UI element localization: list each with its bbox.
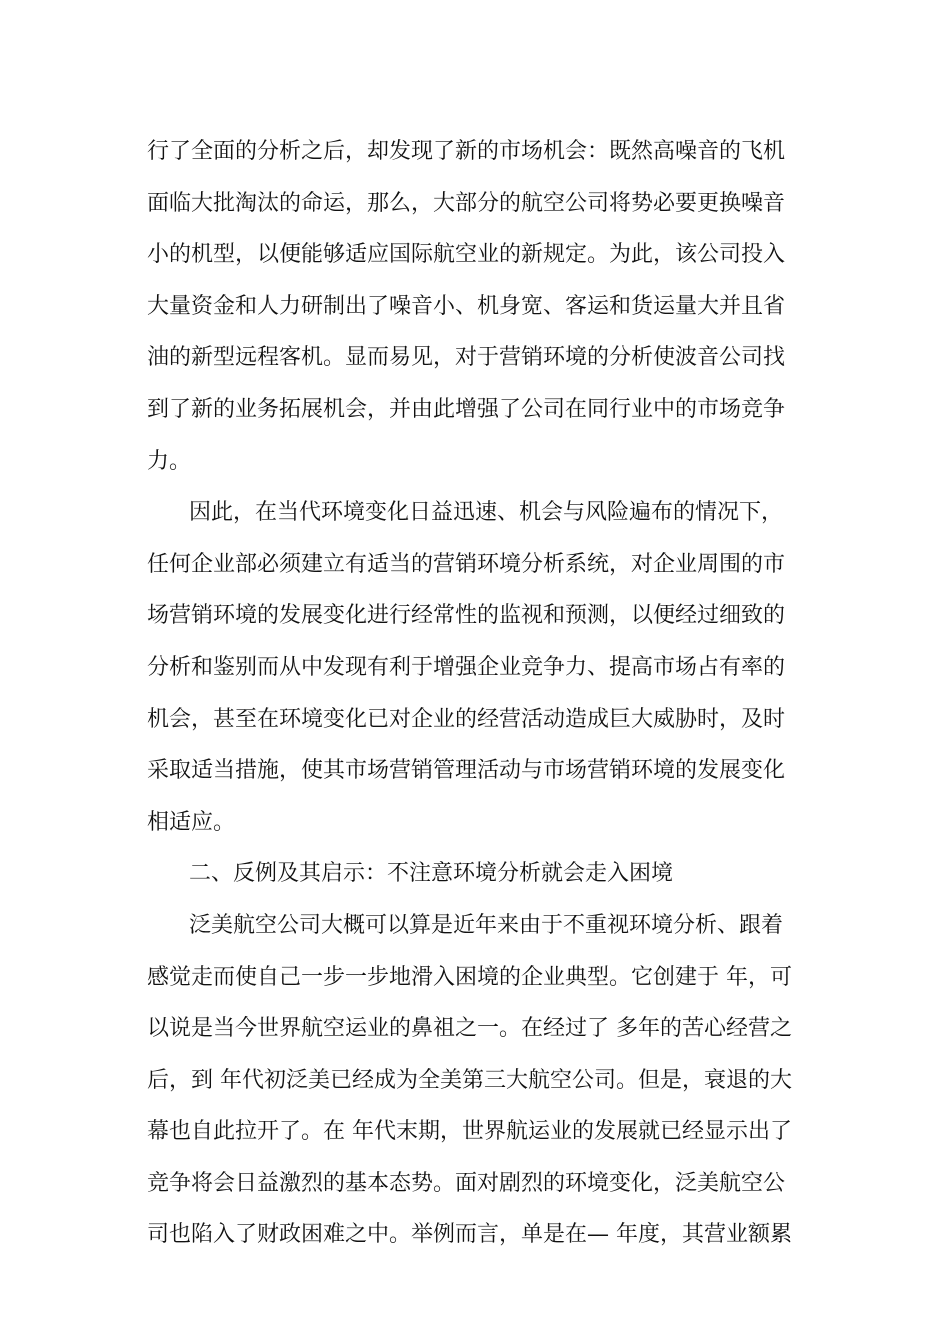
section-heading-text: 二、反例及其启示：不注意环境分析就会走入困境 (189, 861, 674, 887)
paragraph-therefore (147, 487, 807, 848)
text-line: 采取适当措施，使其市场营销管理活动与市场营销环境的发展变化 (147, 758, 786, 784)
text-line: 面临大批淘汰的命运，那么，大部分的航空公司将势必要更换噪音 (147, 190, 786, 216)
text-line: 分析和鉴别而从中发现有利于增强企业竞争力、提高市场占有率的 (147, 654, 786, 680)
text-line: 竞争将会日益激烈的基本态势。面对剧烈的环境变化，泛美航空公 (147, 1170, 786, 1196)
document-body (147, 126, 807, 1261)
text-line: 力。 (147, 448, 192, 474)
text-line: 行了全面的分析之后，却发现了新的市场机会：既然高噪音的飞机 (147, 139, 786, 164)
text-line: 后，到 年代初泛美已经成为全美第三大航空公司。但是，衰退的大 (147, 1067, 792, 1093)
text-line: 感觉走而使自己一步一步地滑入困境的企业典型。它创建于 年，可 (147, 964, 792, 990)
text-line: 泛美航空公司大概可以算是近年来由于不重视环境分析、跟着 (189, 912, 784, 938)
text-line: 到了新的业务拓展机会，并由此增强了公司在同行业中的市场竞争 (147, 396, 786, 422)
text-line: 油的新型远程客机。显而易见，对于营销环境的分析使波音公司找 (147, 345, 786, 371)
section-heading (147, 848, 807, 900)
text-line: 任何企业部必须建立有适当的营销环境分析系统，对企业周围的市 (147, 551, 786, 577)
text-line: 相适应。 (147, 809, 236, 835)
paragraph-pan-am (147, 900, 807, 1261)
text-line: 大量资金和人力研制出了噪音小、机身宽、客运和货运量大并且省 (147, 293, 786, 319)
text-line: 机会，甚至在环境变化已对企业的经营活动造成巨大威胁时，及时 (147, 706, 786, 732)
paragraph-boeing-analysis (147, 126, 807, 487)
text-line: 以说是当今世界航空运业的鼻祖之一。在经过了 多年的苦心经营之 (147, 1016, 792, 1042)
text-line: 因此，在当代环境变化日益迅速、机会与风险遍布的情况下， (189, 500, 784, 526)
text-line: 场营销环境的发展变化进行经常性的监视和预测，以便经过细致的 (147, 603, 786, 629)
text-line: 幕也自此拉开了。在 年代末期，世界航运业的发展就已经显示出了 (147, 1119, 792, 1145)
text-line: 司也陷入了财政困难之中。举例而言，单是在— 年度，其营业额累 (147, 1222, 792, 1248)
text-line: 小的机型，以便能够适应国际航空业的新规定。为此，该公司投入 (147, 242, 786, 268)
